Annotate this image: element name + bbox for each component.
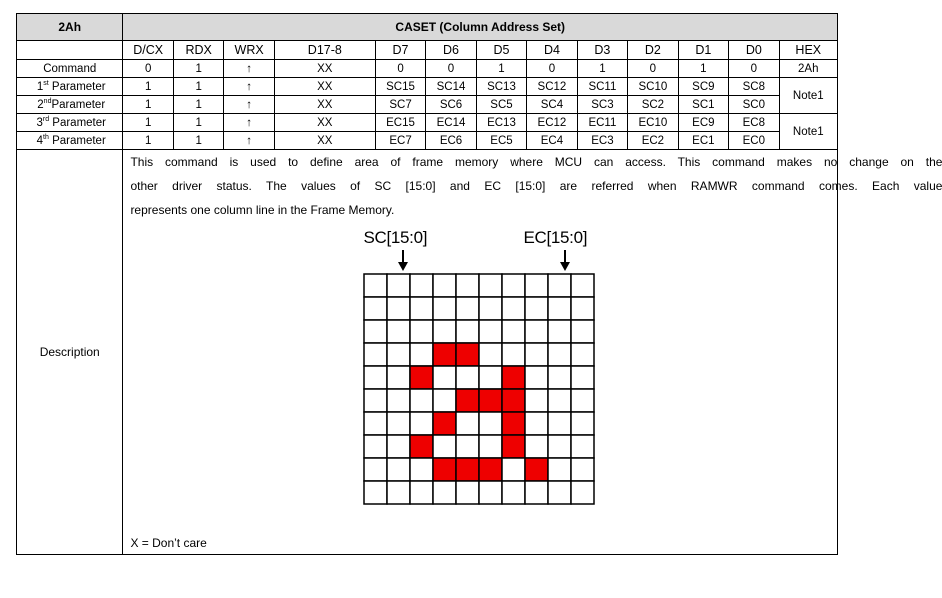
cell: SC3 [577,96,627,114]
bit-header: D2 [628,41,678,60]
cell: SC13 [476,78,526,96]
grid-cell-filled [502,389,525,412]
cell: EC2 [628,132,678,150]
cell: XX [274,60,375,78]
bit-header: D/CX [123,41,173,60]
grid-cell [364,435,387,458]
grid-cell [479,297,502,320]
cell: EC4 [527,132,577,150]
row-label [17,96,123,114]
description-row [17,150,838,555]
grid-cell [502,481,525,504]
cell: 0 [375,60,425,78]
grid-cell [525,366,548,389]
grid-cell [571,320,594,343]
cell: EC6 [426,132,476,150]
grid-cell [364,274,387,297]
grid-cell [525,343,548,366]
grid-cell-filled [525,458,548,481]
grid-cell [387,389,410,412]
grid-cell [456,481,479,504]
grid-cell-filled [456,343,479,366]
row-label-sup: st [43,79,49,87]
dont-care-note: X = Don’t care [130,536,207,550]
grid-cell [456,297,479,320]
cell: EC11 [577,114,627,132]
cell: SC0 [729,96,779,114]
grid-cell [387,435,410,458]
bit-header: HEX [779,41,837,60]
description-cell [123,150,942,555]
grid-cell [387,366,410,389]
frame-memory-grid [363,273,595,505]
cell: 0 [426,60,476,78]
cell: 1 [476,60,526,78]
bit-header: D5 [476,41,526,60]
grid-cell [502,458,525,481]
grid-cell-filled [433,412,456,435]
grid-cell [548,481,571,504]
cell: SC1 [678,96,728,114]
cell: EC1 [678,132,728,150]
grid-cell [525,297,548,320]
cell: SC8 [729,78,779,96]
grid-cell [410,274,433,297]
grid-cell [571,458,594,481]
grid-cell-filled [433,458,456,481]
grid-cell [387,320,410,343]
grid-cell [433,389,456,412]
grid-cell [502,297,525,320]
cell: EC15 [375,114,425,132]
grid-cell [387,343,410,366]
row-label-rest: Parameter [49,116,106,129]
row-label [17,114,123,132]
cell: 1 [123,96,173,114]
grid-cell [502,274,525,297]
cell: 1 [577,60,627,78]
grid-cell [479,320,502,343]
grid-cell [433,435,456,458]
bit-header: D1 [678,41,728,60]
cell: 0 [628,60,678,78]
row-label: Command [17,60,123,78]
grid-cell [525,481,548,504]
grid-cell [410,389,433,412]
grid-cell [433,320,456,343]
table-row-param-3 [17,114,838,132]
grid-cell [410,458,433,481]
cell: EC10 [628,114,678,132]
grid-cell [548,274,571,297]
bit-header: D6 [426,41,476,60]
table-row-param-4 [17,132,838,150]
cell: SC5 [476,96,526,114]
bit-header-row [17,41,838,60]
row-label-num: 3 [36,116,43,129]
grid-cell [571,297,594,320]
grid-cell [571,366,594,389]
grid-cell [548,412,571,435]
bit-header: WRX [224,41,274,60]
row-label-num: 2 [37,98,44,111]
grid-cell [433,481,456,504]
grid-cell [479,481,502,504]
ec-arrow-icon [560,250,570,272]
cell: SC7 [375,96,425,114]
cell: SC2 [628,96,678,114]
grid-cell-filled [479,458,502,481]
grid-cell [456,320,479,343]
grid-cell [410,412,433,435]
cell: EC12 [527,114,577,132]
row-label-num: 4 [36,134,44,147]
cell: ↑ [224,132,274,150]
grid-cell [548,297,571,320]
grid-cell [571,274,594,297]
cell: 1 [173,96,223,114]
grid-cell [410,343,433,366]
cell: 1 [173,60,223,78]
command-name-cell: CASET (Column Address Set) [123,14,838,41]
grid-cell [433,297,456,320]
grid-cell [364,458,387,481]
cell: SC9 [678,78,728,96]
cell: SC12 [527,78,577,96]
caset-spec-table [16,13,942,555]
cell: 1 [123,132,173,150]
table-row-param-1 [17,78,838,96]
cell: EC14 [426,114,476,132]
grid-cell-filled [456,458,479,481]
hex-note-cell: Note1 [779,114,837,150]
description-line: This command is used to define area of frame memory where MCU can access. This command makes no change on the [130,155,942,169]
grid-cell [479,366,502,389]
hex-note-cell: Note1 [779,78,837,114]
cell: 1 [123,78,173,96]
grid-cell [456,435,479,458]
grid-cell [387,481,410,504]
header-blank-cell [17,41,123,60]
grid-cell [479,435,502,458]
row-label-rest: Parameter [48,134,106,147]
description-line: other driver status. The values of SC [15:0] and EC [15:0] are referred when RAMWR command comes. Each value [130,179,942,193]
description-line: represents one column line in the Frame Memory. [130,203,395,217]
grid-cell [433,366,456,389]
grid-cell-filled [479,389,502,412]
bit-header: D4 [527,41,577,60]
grid-cell [364,481,387,504]
table-row-command [17,60,838,78]
cell: EC3 [577,132,627,150]
sc-arrow-icon [398,250,408,272]
grid-cell [364,343,387,366]
grid-cell [525,389,548,412]
row-label-sup: th [43,133,49,141]
cell: 1 [173,132,223,150]
grid-cell [548,458,571,481]
grid-cell-filled [410,435,433,458]
grid-cell [525,320,548,343]
cell: EC9 [678,114,728,132]
cell: ↑ [224,114,274,132]
description-label: Description [17,150,123,555]
cell: ↑ [224,96,274,114]
frame-memory-figure [363,228,623,528]
cell: SC11 [577,78,627,96]
grid-cell [410,297,433,320]
command-code-cell: 2Ah [17,14,123,41]
grid-cell [548,389,571,412]
grid-cell [456,366,479,389]
cell: SC15 [375,78,425,96]
grid-cell [571,389,594,412]
row-label-sup: rd [42,115,50,123]
bit-header: D17-8 [274,41,375,60]
cell: ↑ [224,60,274,78]
grid-cell [571,435,594,458]
cell: EC8 [729,114,779,132]
cell: SC4 [527,96,577,114]
grid-cell [548,320,571,343]
cell: 0 [123,60,173,78]
grid-cell [479,412,502,435]
cell: 1 [123,114,173,132]
cell: SC14 [426,78,476,96]
cell: EC7 [375,132,425,150]
grid-cell-filled [456,389,479,412]
grid-cell [387,297,410,320]
grid-cell [525,412,548,435]
cell: ↑ [224,78,274,96]
bit-header: RDX [173,41,223,60]
grid-cell [364,297,387,320]
grid-cell [387,412,410,435]
grid-cell [479,343,502,366]
cell: 1 [678,60,728,78]
row-label-rest: Parameter [48,80,106,93]
grid-cell [364,412,387,435]
hex-cell: 2Ah [779,60,837,78]
grid-cell [571,412,594,435]
cell: EC0 [729,132,779,150]
grid-cell [387,458,410,481]
cell: XX [274,114,375,132]
grid-cell [502,343,525,366]
grid-cell [548,343,571,366]
grid-cell [433,274,456,297]
cell: 1 [173,114,223,132]
grid-cell [456,274,479,297]
bit-header: D7 [375,41,425,60]
cell: XX [274,132,375,150]
grid-cell [571,481,594,504]
cell: 0 [527,60,577,78]
grid-cell-filled [410,366,433,389]
grid-cell [387,274,410,297]
row-label-sup: nd [43,97,52,105]
row-label [17,132,123,150]
grid-cell [571,343,594,366]
cell: 1 [173,78,223,96]
grid-cell [502,320,525,343]
grid-cell-filled [502,366,525,389]
sc-label: SC[15:0] [363,228,428,247]
grid-cell [548,366,571,389]
grid-cell [479,274,502,297]
grid-cell [364,320,387,343]
ec-label: EC[15:0] [523,228,588,247]
bit-header: D0 [729,41,779,60]
cell: SC10 [628,78,678,96]
table-row-param-2 [17,96,838,114]
row-label-num: 1 [36,80,44,93]
description-text [130,150,942,222]
grid-cell [456,412,479,435]
grid-cell [410,320,433,343]
grid-cell [364,389,387,412]
grid-cell [525,274,548,297]
bit-header: D3 [577,41,627,60]
grid-cell [364,366,387,389]
grid-cell-filled [433,343,456,366]
cell: XX [274,78,375,96]
grid-cell-filled [502,412,525,435]
grid-cell [410,481,433,504]
row-label [17,78,123,96]
cell: XX [274,96,375,114]
cell: EC13 [476,114,526,132]
grid-cell [525,435,548,458]
cell: SC6 [426,96,476,114]
grid-cell-filled [502,435,525,458]
grid-cell [548,435,571,458]
cell: 0 [729,60,779,78]
row-label-rest: Parameter [51,98,106,111]
cell: EC5 [476,132,526,150]
